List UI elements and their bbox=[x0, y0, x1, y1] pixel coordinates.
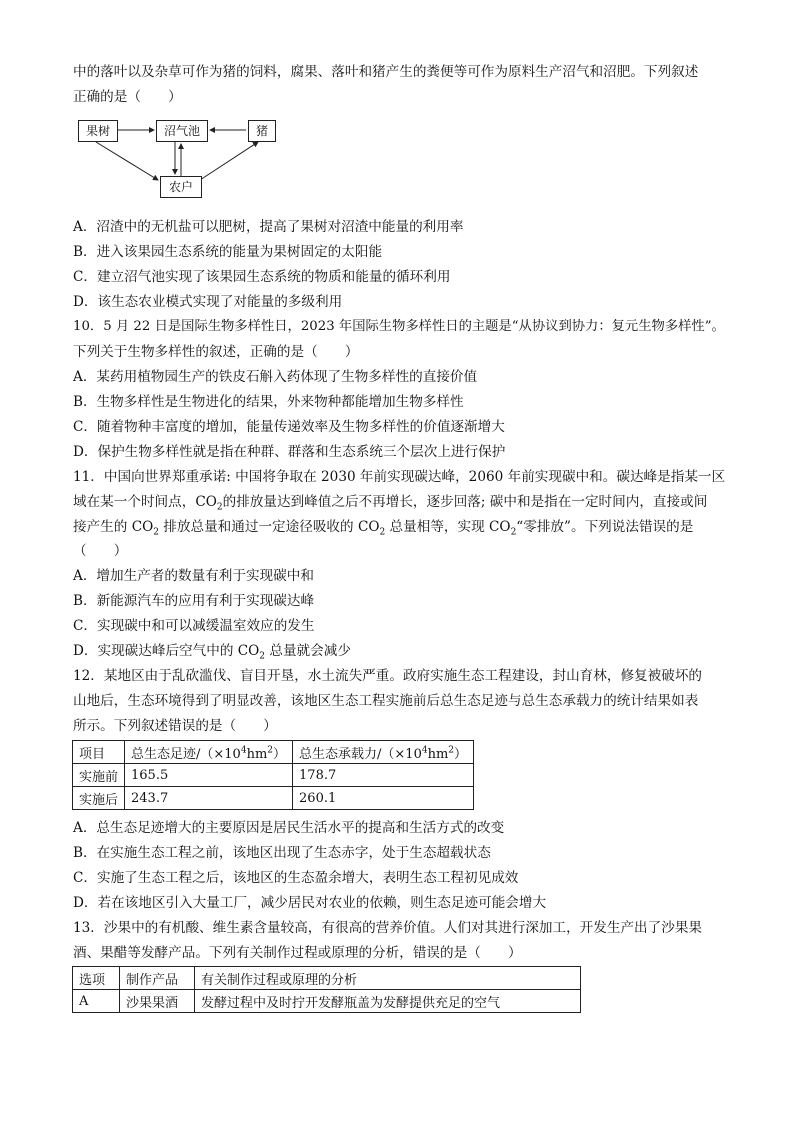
q9-option-c: C．建立沼气池实现了该果园生态系统的物质和能量的循环利用 bbox=[73, 269, 451, 285]
q11-stem-3: 接产生的 $CO_2$ 排放总量和通过一定途径吸收的 $CO_2$ 总量相等，实现 $CO_2“$零排放”。下列说法错误的是 bbox=[73, 519, 694, 538]
table-header-cell: 有关制作过程或原理的分析 bbox=[195, 967, 581, 990]
q12-option-a: A．总生态足迹增大的主要原因是居民生活水平的提高和生活方式的改变 bbox=[73, 820, 505, 836]
table-cell: 发酵过程中及时拧开发酵瓶盖为发酵提供充足的空气 bbox=[195, 990, 581, 1013]
intro-line-2: 正确的是（ ） bbox=[73, 89, 182, 105]
node-pig: 猪 bbox=[248, 120, 276, 142]
table-cell: 243.7 bbox=[125, 787, 293, 810]
q12-stem-1: 12．某地区由于乱砍滥伐、盲目开垦，水土流失严重。政府实施生态工程建设，封山育林，修复被破坏的 bbox=[73, 668, 703, 684]
table-row bbox=[73, 990, 581, 1013]
table-row bbox=[73, 764, 474, 787]
table-cell: 260.1 bbox=[293, 787, 474, 810]
table-header-cell: 项目 bbox=[73, 741, 125, 764]
q12-option-d: D．若在该地区引入大量工厂，减少居民对农业的依赖，则生态足迹可能会增大 bbox=[73, 895, 547, 911]
q10-option-b: B．生物多样性是生物进化的结果，外来物种都能增加生物多样性 bbox=[73, 394, 464, 410]
node-orchard: 果树 bbox=[78, 120, 118, 142]
q13-stem-2: 酒、果醋等发酵产品。下列有关制作过程或原理的分析，错误的是（ ） bbox=[73, 945, 522, 961]
table-header-cell: 总生态足迹$/(\times 10^4hm^2)$ bbox=[125, 741, 293, 764]
intro-line-1: 中的落叶以及杂草可作为猪的饲料，腐果、落叶和猪产生的粪便等可作为原料生产沼气和沼肥。下列叙述 bbox=[73, 64, 699, 80]
q13-stem-1: 13．沙果中的有机酸、维生素含量较高，有很高的营养价值。人们对其进行深加工，开发生产出了沙果果 bbox=[73, 920, 703, 936]
q12-option-c: C．实施了生态工程之后，该地区的生态盈余增大，表明生态工程初见成效 bbox=[73, 870, 519, 886]
table-cell: 沙果果酒 bbox=[120, 990, 195, 1013]
q9-option-d: D．该生态农业模式实现了对能量的多级利用 bbox=[73, 294, 343, 310]
node-farmer: 农户 bbox=[160, 176, 202, 198]
table-header-cell: 制作产品 bbox=[120, 967, 195, 990]
table-cell: 178.7 bbox=[293, 764, 474, 787]
q11-stem-1: 11．中国向世界郑重承诺: 中国将争取在 2030 年前实现碳达峰，2060 年前实现碳中和。碳达峰是指某一区 bbox=[73, 469, 726, 485]
footprint-table bbox=[72, 740, 474, 810]
q12-option-b: B．在实施生态工程之前，该地区出现了生态赤字，处于生态超载状态 bbox=[73, 845, 491, 861]
q12-stem-2: 山地后，生态环境得到了明显改善，该地区生态工程实施前后总生态足迹与总生态承载力的统计结果如表 bbox=[73, 693, 699, 709]
q10-option-d: D．保护生物多样性就是指在种群、群落和生态系统三个层次上进行保护 bbox=[73, 444, 506, 460]
table-cell: 实施前 bbox=[73, 764, 125, 787]
q11-option-c: C．实现碳中和可以减缓温室效应的发生 bbox=[73, 618, 315, 634]
q11-option-d: D．实现碳达峰后空气中的 $CO_2$ 总量就会减少 bbox=[73, 643, 351, 662]
q10-option-a: A．某药用植物园生产的铁皮石斛入药体现了生物多样性的直接价值 bbox=[73, 369, 478, 385]
table-header-row bbox=[73, 741, 474, 764]
table-header-cell: 总生态承载力$/(\times 10^4hm^2)$ bbox=[293, 741, 474, 764]
ecosystem-diagram bbox=[70, 112, 290, 202]
node-biogas: 沼气池 bbox=[156, 120, 208, 142]
q11-option-b: B．新能源汽车的应用有利于实现碳达峰 bbox=[73, 593, 315, 609]
q10-stem-1: 10．5 月 22 日是国际生物多样性日，2023 年国际生物多样性日的主题是“从协议到协力：复元生物多样性”。 bbox=[73, 319, 725, 334]
q9-option-b: B．进入该果园生态系统的能量为果树固定的太阳能 bbox=[73, 244, 383, 260]
table-row bbox=[73, 787, 474, 810]
table-header-row bbox=[73, 967, 581, 990]
q10-stem-2: 下列关于生物多样性的叙述，正确的是（ ） bbox=[73, 344, 359, 360]
table-header-cell: 选项 bbox=[73, 967, 120, 990]
q11-option-a: A．增加生产者的数量有利于实现碳中和 bbox=[73, 568, 314, 584]
fermentation-table bbox=[72, 966, 581, 1013]
q11-stem-4: （ ） bbox=[73, 543, 128, 559]
q11-stem-2: 域在某一个时间点，$CO_2$的排放量达到峰值之后不再增长，逐步回落; 碳中和是指在一定时间内，直接或间 bbox=[73, 494, 708, 513]
q12-stem-3: 所示。下列叙述错误的是（ ） bbox=[73, 718, 277, 734]
table-cell: A bbox=[73, 990, 120, 1013]
q10-option-c: C．随着物种丰富度的增加，能量传递效率及生物多样性的价值逐渐增大 bbox=[73, 419, 505, 435]
table-cell: 实施后 bbox=[73, 787, 125, 810]
q9-option-a: A．沼渣中的无机盐可以肥树，提高了果树对沼渣中能量的利用率 bbox=[73, 219, 464, 235]
table-cell: 165.5 bbox=[125, 764, 293, 787]
